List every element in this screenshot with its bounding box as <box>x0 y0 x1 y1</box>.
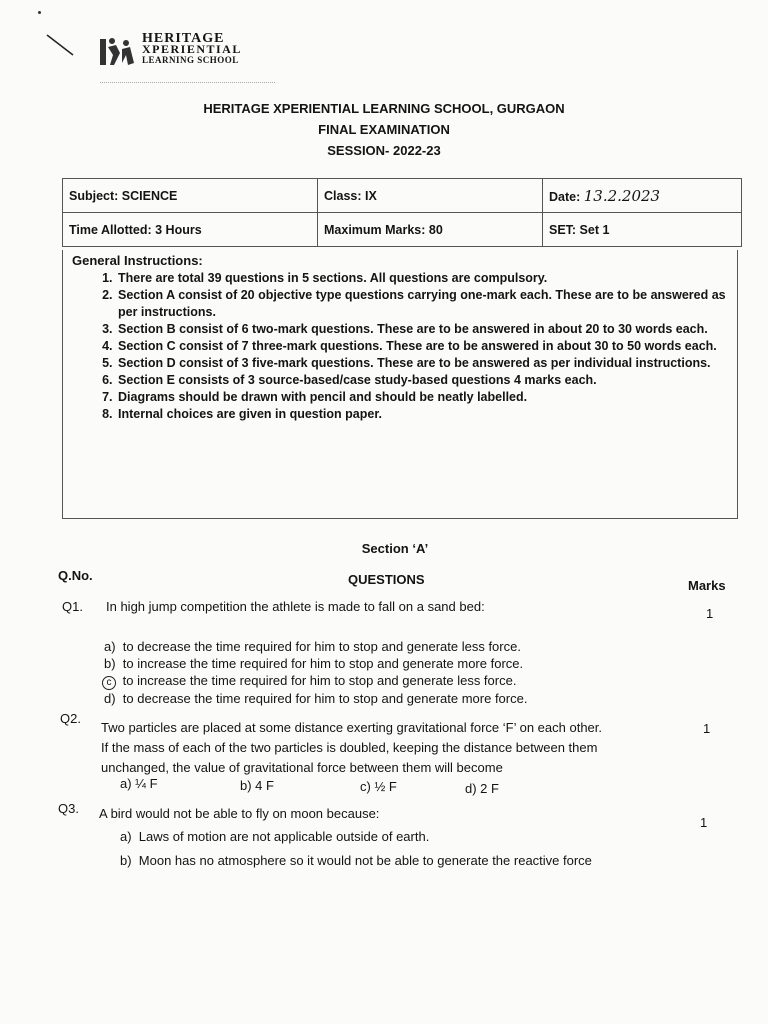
set-cell: SET: Set 1 <box>543 213 742 247</box>
option-a: a) ¼ F <box>120 776 158 791</box>
date-cell <box>543 179 742 213</box>
info-row <box>63 213 742 247</box>
question-number: Q1. <box>62 599 83 614</box>
question-text: A bird would not be able to fly on moon because: <box>99 806 380 821</box>
school-name: HERITAGE XPERIENTIAL LEARNING SCHOOL, GURGAON <box>203 101 565 116</box>
marks-column-header: Marks <box>688 578 726 593</box>
instructions-title: General Instructions: <box>72 253 203 268</box>
answer-circle-mark: c <box>102 676 116 690</box>
exam-info-table <box>62 178 742 247</box>
logo-line-3: LEARNING SCHOOL <box>142 55 239 65</box>
option-text: Moon has no atmosphere so it would not be able to generate the reactive force <box>138 853 592 868</box>
time-cell: Time Allotted: 3 Hours <box>63 213 318 247</box>
faint-divider <box>100 82 275 83</box>
option-text: to increase the time required for him to stop and generate more force. <box>122 656 524 671</box>
info-row <box>63 179 742 213</box>
section-title: Section ‘A’ <box>361 541 429 556</box>
question-mark: 1 <box>706 606 714 621</box>
instruction-item: 3. Section B consist of 6 two-mark questions. These are to be answered in about 20 to 30 words each. <box>116 321 736 338</box>
date-value: 13.2.2023 <box>583 186 661 205</box>
instruction-item: 5. Section D consist of 3 five-mark questions. These are to be answered as per individual instructions. <box>116 355 736 372</box>
qno-column-header: Q.No. <box>58 568 93 583</box>
option-text: to decrease the time required for him to stop and generate more force. <box>122 691 528 706</box>
option-label: a) <box>104 639 116 654</box>
instruction-item: 2. Section A consist of 20 objective type questions carrying one-mark each. These are to be answered as per instructions. <box>116 287 736 321</box>
option-a <box>104 638 521 655</box>
logo-wordmark <box>142 33 242 66</box>
option-b <box>120 852 592 869</box>
option-label: b) <box>120 853 132 868</box>
instruction-item: 4. Section C consist of 7 three-mark questions. These are to be answered in about 30 to 50 words each. <box>116 338 736 355</box>
instructions-list <box>80 270 736 423</box>
option-text: to increase the time required for him to stop and generate less force. <box>122 673 517 688</box>
option-a <box>120 828 429 845</box>
option-text: Laws of motion are not applicable outside of earth. <box>138 829 430 844</box>
question-text-line-2: If the mass of each of the two particles is doubled, keeping the distance between them <box>101 740 598 755</box>
option-d: d) 2 F <box>465 781 499 796</box>
class-cell: Class: IX <box>318 179 543 213</box>
instruction-item: 6. Section E consists of 3 source-based/case study-based questions 4 marks each. <box>116 372 736 389</box>
logo-figures-icon <box>98 33 138 69</box>
stray-dot <box>38 11 41 14</box>
instruction-item: 1. There are total 39 questions in 5 sections. All questions are compulsory. <box>116 270 736 287</box>
pen-stroke-mark <box>46 34 74 56</box>
question-number: Q3. <box>58 801 79 816</box>
instruction-item: 8. Internal choices are given in question paper. <box>116 406 736 423</box>
option-b <box>104 655 523 672</box>
question-mark: 1 <box>700 815 708 830</box>
question-text-line-1: Two particles are placed at some distance exerting gravitational force ‘F’ on each other. <box>101 720 603 735</box>
option-b: b) 4 F <box>240 778 274 793</box>
subject-cell: Subject: SCIENCE <box>63 179 318 213</box>
date-label: Date: <box>549 189 584 204</box>
option-text: to decrease the time required for him to stop and generate less force. <box>122 639 521 654</box>
school-logo <box>98 33 288 75</box>
option-c: c) ½ F <box>360 779 397 794</box>
option-c-selected <box>102 672 516 690</box>
question-mark: 1 <box>703 721 711 736</box>
option-label: b) <box>104 656 116 671</box>
logo-line-2: XPERIENTIAL <box>142 42 242 56</box>
exam-title: FINAL EXAMINATION <box>318 122 450 137</box>
option-d <box>104 690 527 707</box>
instruction-item: 7. Diagrams should be drawn with pencil and should be neatly labelled. <box>116 389 736 406</box>
marks-cell: Maximum Marks: 80 <box>318 213 543 247</box>
logo-line-1: HERITAGE <box>142 31 225 46</box>
question-number: Q2. <box>60 711 81 726</box>
questions-column-header: QUESTIONS <box>348 572 425 587</box>
option-label: a) <box>120 829 132 844</box>
question-text-line-3: unchanged, the value of gravitational force between them will become <box>101 760 503 775</box>
session-title: SESSION- 2022-23 <box>327 143 441 158</box>
option-label: d) <box>104 691 116 706</box>
question-text: In high jump competition the athlete is made to fall on a sand bed: <box>106 599 485 614</box>
